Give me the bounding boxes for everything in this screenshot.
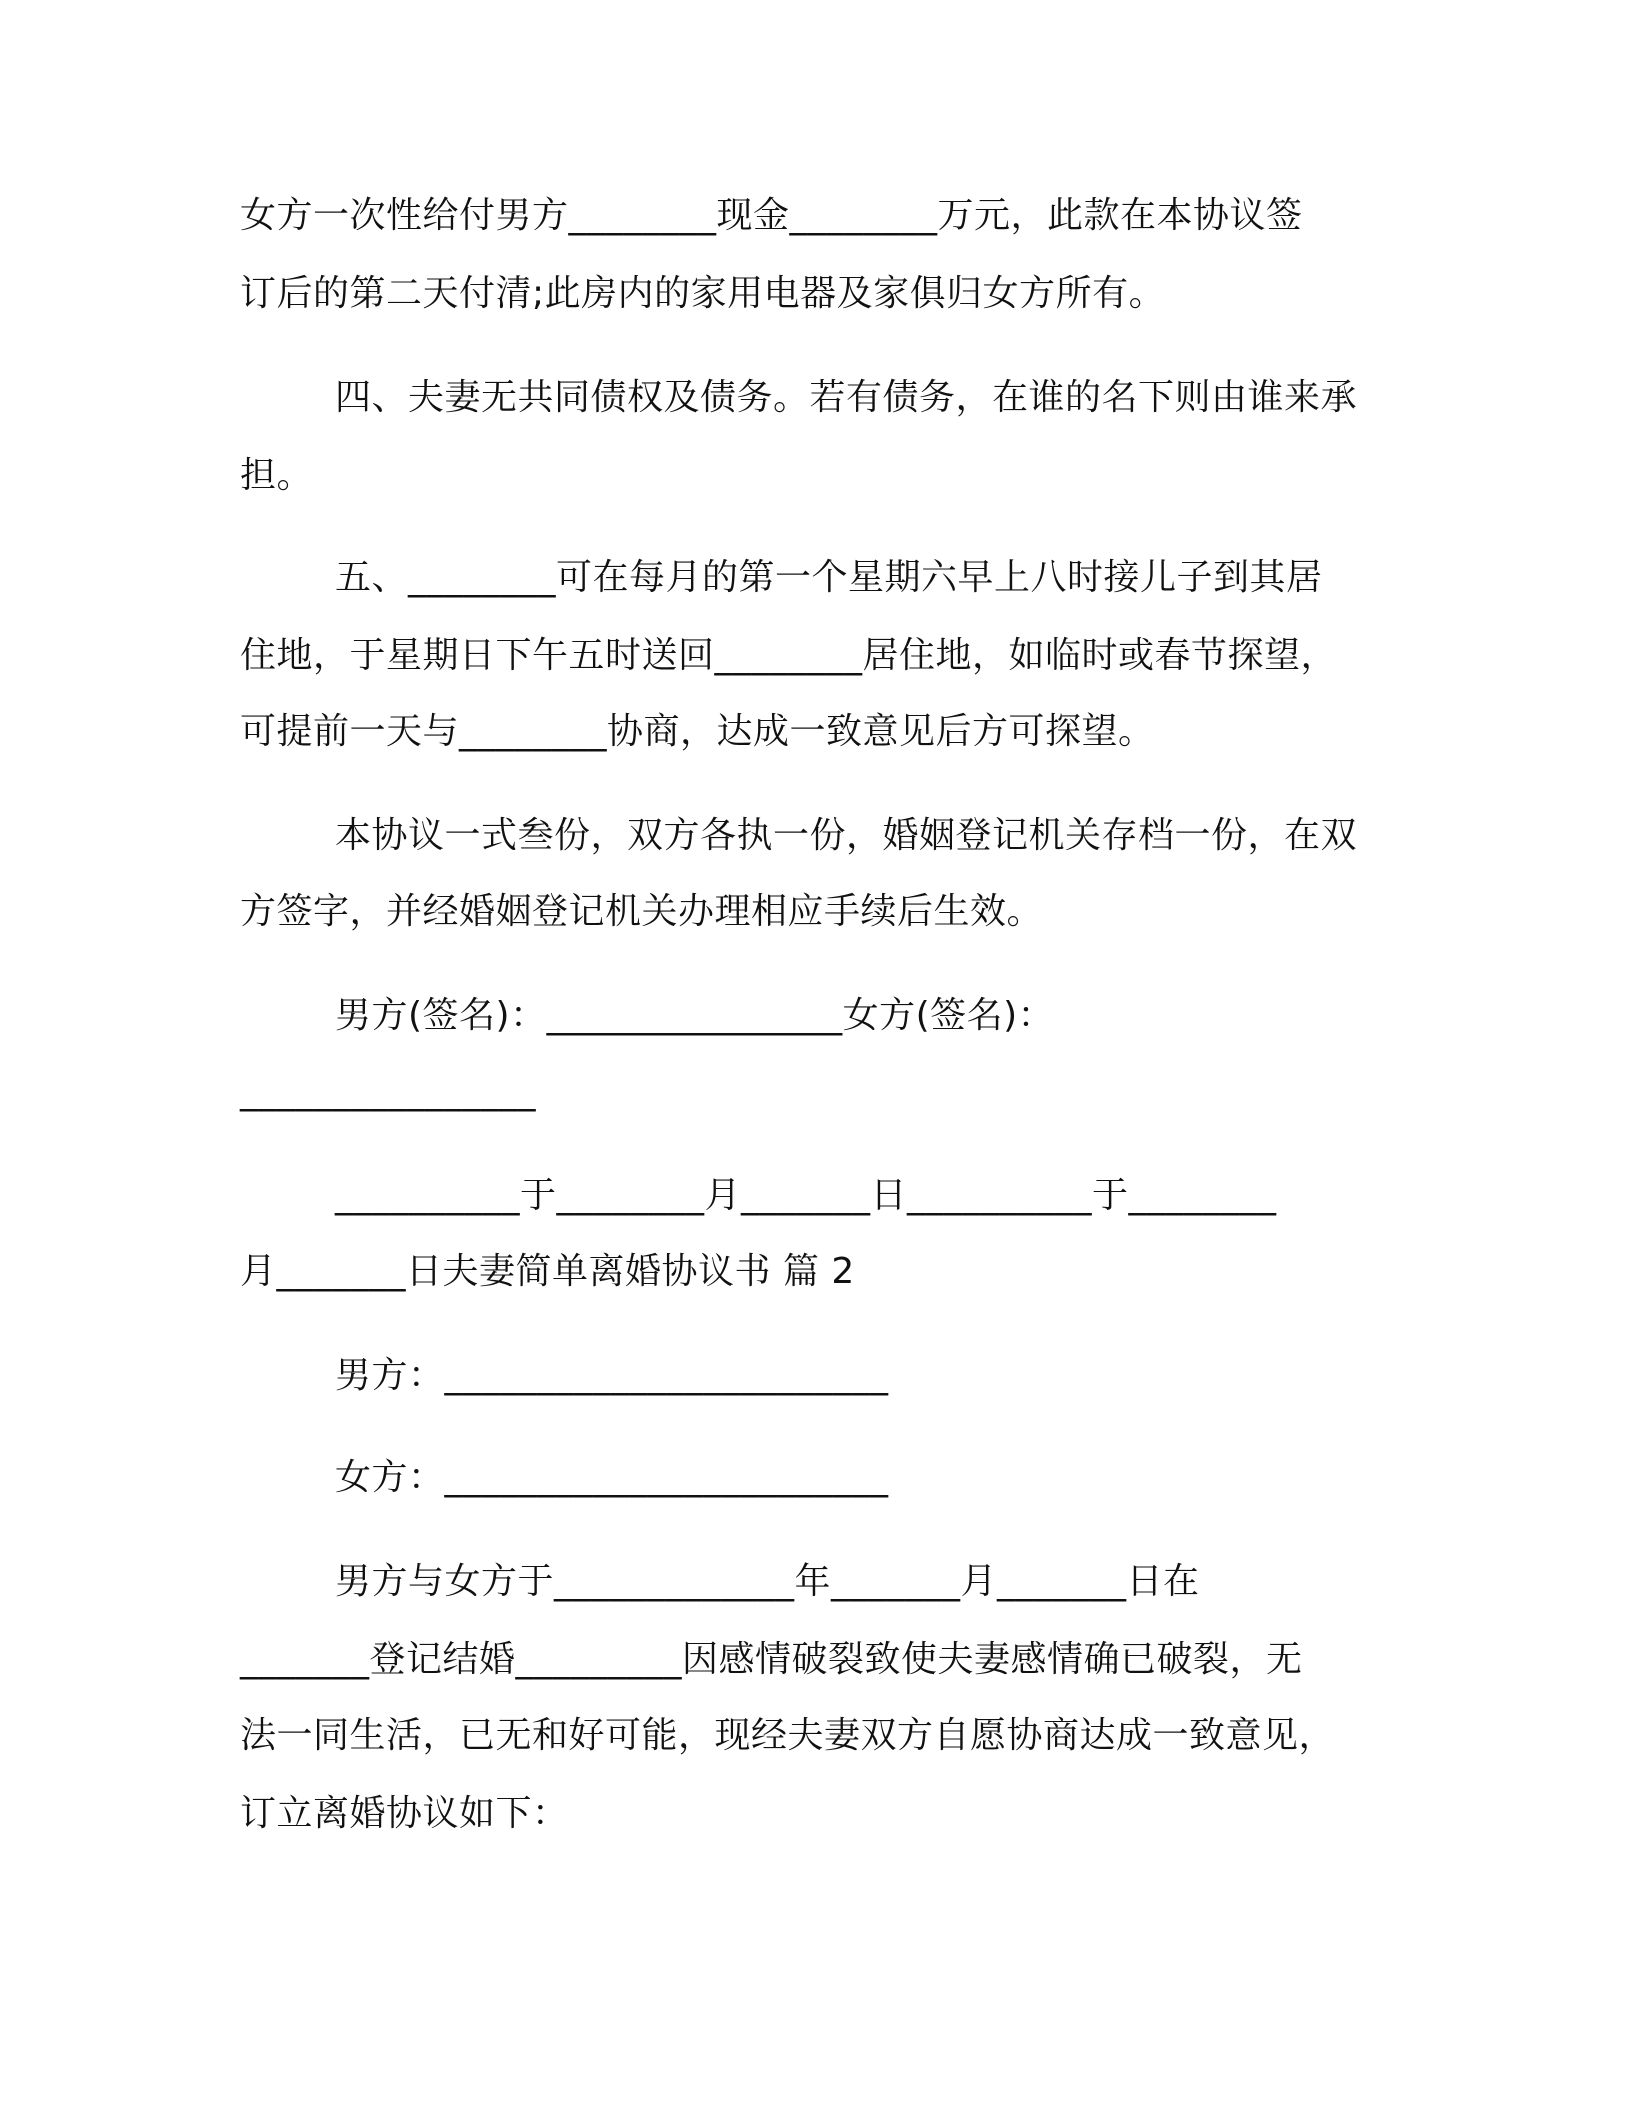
wife-field-line: 女方：________________________	[335, 1457, 889, 1498]
text-line: _______登记结婚_________因感情破裂致使夫妻感情确已破裂，无	[240, 1639, 1303, 1680]
text-line: 男方与女方于_____________年_______月_______日在	[335, 1561, 1200, 1602]
date-title-line: 月_______日夫妻简单离婚协议书 篇 2	[240, 1251, 855, 1292]
husband-field-line: 男方：________________________	[335, 1355, 889, 1396]
text-line: 担。	[240, 455, 314, 496]
text-line: 住地，于星期日下午五时送回________居住地，如临时或春节探望，	[240, 635, 1338, 676]
text-line: 五、________可在每月的第一个星期六早上八时接儿子到其居	[335, 557, 1323, 598]
text-line: 本协议一式叁份，双方各执一份，婚姻登记机关存档一份，在双	[335, 815, 1358, 856]
text-line: 可提前一天与________协商，达成一致意见后方可探望。	[240, 711, 1155, 752]
signature-blank: ________________	[240, 1071, 536, 1112]
text-line: 女方一次性给付男方________现金________万元，此款在本协议签	[240, 195, 1303, 236]
text-line: 订立离婚协议如下：	[240, 1793, 569, 1834]
text-line: 订后的第二天付清;此房内的家用电器及家俱归女方所有。	[240, 273, 1166, 314]
text-line: 四、夫妻无共同债权及债务。若有债务，在谁的名下则由谁来承	[335, 377, 1358, 418]
text-line: 方签字，并经婚姻登记机关办理相应手续后生效。	[240, 891, 1044, 932]
text-line: 法一同生活，已无和好可能，现经夫妻双方自愿协商达成一致意见，	[240, 1715, 1336, 1756]
signature-line: 男方(签名)：________________女方(签名)：	[335, 995, 1055, 1036]
date-line: __________于________月_______日__________于________	[335, 1175, 1277, 1216]
